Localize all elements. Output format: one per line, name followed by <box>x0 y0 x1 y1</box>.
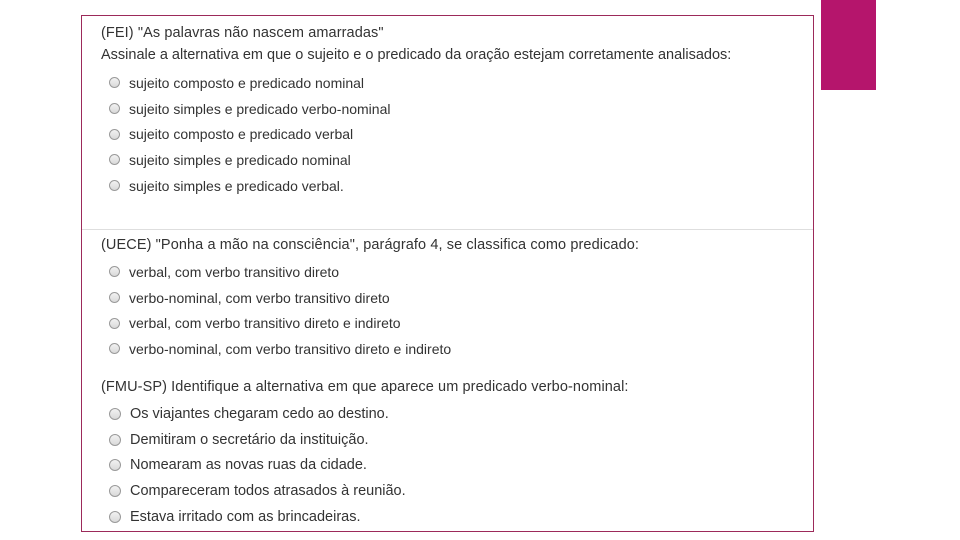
question-3 <box>101 378 809 529</box>
option-b[interactable] <box>101 427 809 453</box>
radio-button[interactable] <box>109 180 120 191</box>
question-1 <box>101 24 809 198</box>
option-label: Os viajantes chegaram cedo ao destino. <box>130 405 389 422</box>
radio-button[interactable] <box>109 77 120 88</box>
option-d[interactable] <box>101 478 809 504</box>
question-divider <box>82 229 813 230</box>
option-label: Estava irritado com as brincadeiras. <box>130 508 361 525</box>
option-e[interactable] <box>101 504 809 530</box>
option-a[interactable] <box>101 70 809 96</box>
radio-button[interactable] <box>109 485 121 497</box>
option-a[interactable] <box>101 401 809 427</box>
question-title: (FEI) "As palavras não nascem amarradas" <box>101 25 384 41</box>
option-list <box>101 401 809 529</box>
option-list <box>101 70 809 198</box>
radio-button[interactable] <box>109 154 120 165</box>
option-label: Demitiram o secretário da instituição. <box>130 431 369 448</box>
radio-button[interactable] <box>109 292 120 303</box>
radio-button[interactable] <box>109 511 121 523</box>
option-label: Compareceram todos atrasados à reunião. <box>130 482 406 499</box>
option-list <box>101 259 809 362</box>
question-2 <box>101 236 809 362</box>
question-title: (UECE) "Ponha a mão na consciência", parágrafo 4, se classifica como predicado: <box>101 237 640 253</box>
radio-button[interactable] <box>109 266 120 277</box>
option-label: verbal, com verbo transitivo direto e indireto <box>129 315 401 332</box>
option-label: sujeito simples e predicado verbal. <box>129 177 344 194</box>
question-prompt: Assinale a alternativa em que o sujeito e o predicado da oração estejam corretamente analisados: <box>101 47 732 63</box>
option-label: sujeito simples e predicado nominal <box>129 151 351 168</box>
radio-button[interactable] <box>109 318 120 329</box>
option-c[interactable] <box>101 310 809 336</box>
option-label: sujeito simples e predicado verbo-nominal <box>129 100 391 117</box>
option-label: verbo-nominal, com verbo transitivo direto e indireto <box>129 340 452 357</box>
option-c[interactable] <box>101 121 809 147</box>
option-a[interactable] <box>101 259 809 285</box>
radio-button[interactable] <box>109 103 120 114</box>
option-d[interactable] <box>101 147 809 173</box>
option-d[interactable] <box>101 336 809 362</box>
radio-button[interactable] <box>109 129 120 140</box>
radio-button[interactable] <box>109 459 121 471</box>
question-title: (FMU-SP) Identifique a alternativa em que aparece um predicado verbo-nominal: <box>101 379 629 395</box>
option-label: Nomearam as novas ruas da cidade. <box>130 457 367 474</box>
option-label: sujeito composto e predicado verbal <box>129 126 354 143</box>
option-c[interactable] <box>101 452 809 478</box>
option-label: verbo-nominal, com verbo transitivo direto <box>129 289 390 306</box>
radio-button[interactable] <box>109 434 121 446</box>
accent-bar <box>821 0 876 90</box>
option-b[interactable] <box>101 96 809 122</box>
option-e[interactable] <box>101 173 809 199</box>
option-label: verbal, com verbo transitivo direto <box>129 263 340 280</box>
option-label: sujeito composto e predicado nominal <box>129 74 365 91</box>
radio-button[interactable] <box>109 408 121 420</box>
radio-button[interactable] <box>109 343 120 354</box>
quiz-panel <box>81 15 814 532</box>
option-b[interactable] <box>101 285 809 311</box>
